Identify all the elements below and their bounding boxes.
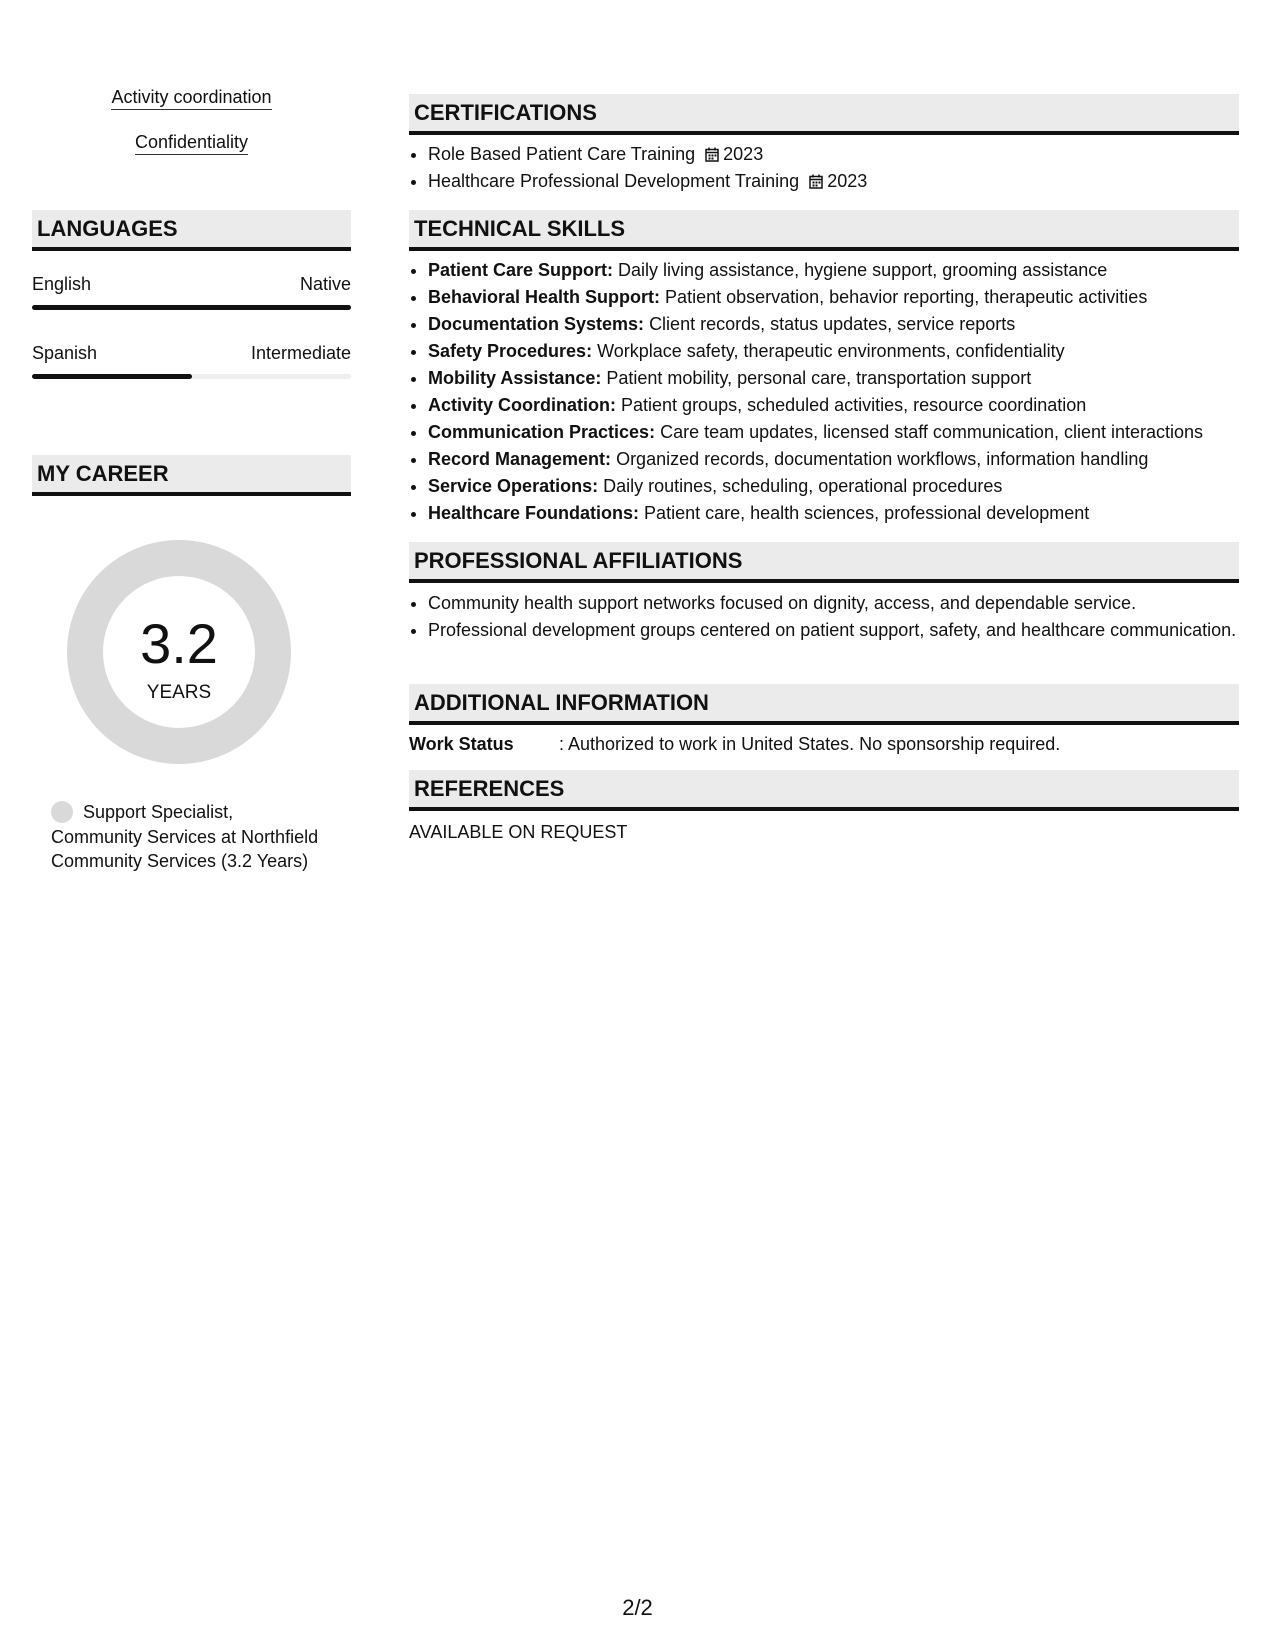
skill-text: Client records, status updates, service reports — [649, 314, 1016, 334]
skill-text: Daily living assistance, hygiene support, grooming assistance — [618, 260, 1108, 280]
skill-label: Mobility Assistance: — [428, 368, 602, 388]
skill-label: Healthcare Foundations: — [428, 503, 640, 523]
affiliation-item: • Professional development groups centered on patient support, safety, and healthcare communication. — [428, 618, 1239, 643]
skill-text: Patient mobility, personal care, transportation support — [606, 368, 1032, 388]
technical-skill-item — [428, 311, 1239, 338]
technical-skill-item — [428, 473, 1239, 500]
technical-skill-item — [428, 419, 1239, 446]
language-name: Spanish — [32, 343, 98, 363]
technical-skill-item — [428, 257, 1239, 284]
technical-skill-item — [428, 284, 1239, 311]
affiliations-section — [409, 542, 1239, 644]
career-years-unit: YEARS — [146, 682, 212, 703]
language-proficiency-fill — [32, 305, 351, 310]
skill-label: Patient Care Support: — [428, 260, 614, 280]
calendar-icon — [705, 147, 719, 162]
technical-skills-heading: TECHNICAL SKILLS — [409, 210, 1239, 251]
additional-info-section — [409, 684, 1239, 755]
skill-label: Activity Coordination: — [428, 395, 616, 415]
career-entry-text: Support Specialist, Community Services at Northfield Community Services (3.2 Years) — [51, 802, 319, 871]
work-status-value: : Authorized to work in United States. No sponsorship required. — [559, 734, 1061, 754]
technical-skill-item — [428, 500, 1239, 527]
work-status-row — [409, 733, 1239, 755]
references-text: AVAILABLE ON REQUEST — [409, 822, 628, 842]
career-years-value: 3.2 — [140, 612, 218, 675]
certification-name: Role Based Patient Care Training — [428, 144, 696, 164]
skill-text: Organized records, documentation workflows, information handling — [616, 449, 1149, 469]
page-number — [0, 1595, 1275, 1621]
language-english — [32, 273, 351, 310]
affiliations-heading: PROFESSIONAL AFFILIATIONS — [409, 542, 1239, 583]
certifications-section — [409, 94, 1239, 195]
career-heading: MY CAREER — [32, 455, 351, 496]
skill-text: Daily routines, scheduling, operational procedures — [603, 476, 1003, 496]
technical-skills-section — [409, 210, 1239, 527]
technical-skill-item — [428, 392, 1239, 419]
additional-info-heading: ADDITIONAL INFORMATION — [409, 684, 1239, 725]
certification-year: 2023 — [827, 171, 868, 191]
calendar-icon — [809, 174, 823, 189]
skill-label: Record Management: — [428, 449, 612, 469]
technical-skill-item — [428, 338, 1239, 365]
skill-tag-confidentiality: Confidentiality — [135, 131, 248, 155]
certification-item — [428, 141, 1239, 168]
skill-text: Patient care, health sciences, professional development — [644, 503, 1090, 523]
skill-text: Care team updates, licensed staff communication, client interactions — [660, 422, 1204, 442]
language-proficiency-bar — [32, 305, 351, 310]
certifications-list — [409, 141, 1239, 195]
language-proficiency-fill — [32, 374, 192, 379]
language-name: English — [32, 274, 92, 294]
certification-name: Healthcare Professional Development Training — [428, 171, 800, 191]
skill-label: Safety Procedures: — [428, 341, 593, 361]
career-dot-icon — [51, 801, 73, 823]
language-spanish — [32, 342, 351, 379]
skill-text: Patient groups, scheduled activities, resource coordination — [621, 395, 1087, 415]
skill-text: Workplace safety, therapeutic environments, confidentiality — [597, 341, 1065, 361]
language-level: Intermediate — [250, 343, 351, 363]
languages-heading: LANGUAGES — [32, 210, 351, 251]
skill-label: Service Operations: — [428, 476, 599, 496]
technical-skill-item — [428, 365, 1239, 392]
skill-text: Patient observation, behavior reporting, therapeutic activities — [665, 287, 1148, 307]
affiliations-list — [409, 591, 1239, 642]
skill-tag-activity-coordination: Activity coordination — [111, 86, 271, 110]
certifications-heading: CERTIFICATIONS — [409, 94, 1239, 135]
page-number-text: 2/2 — [622, 1595, 653, 1620]
references-section — [409, 770, 1239, 843]
affiliation-item: • Community health support networks focused on dignity, access, and dependable service. — [428, 591, 1239, 616]
career-entry — [51, 800, 321, 874]
references-heading: REFERENCES — [409, 770, 1239, 811]
certification-item — [428, 168, 1239, 195]
language-level: Native — [299, 274, 351, 294]
skill-label: Communication Practices: — [428, 422, 656, 442]
technical-skills-list — [409, 257, 1239, 527]
career-years-donut — [67, 540, 291, 764]
language-proficiency-bar — [32, 374, 351, 379]
technical-skill-item — [428, 446, 1239, 473]
skill-label: Documentation Systems: — [428, 314, 645, 334]
certification-year: 2023 — [723, 144, 764, 164]
work-status-label: Work Status — [409, 734, 514, 754]
skill-label: Behavioral Health Support: — [428, 287, 661, 307]
